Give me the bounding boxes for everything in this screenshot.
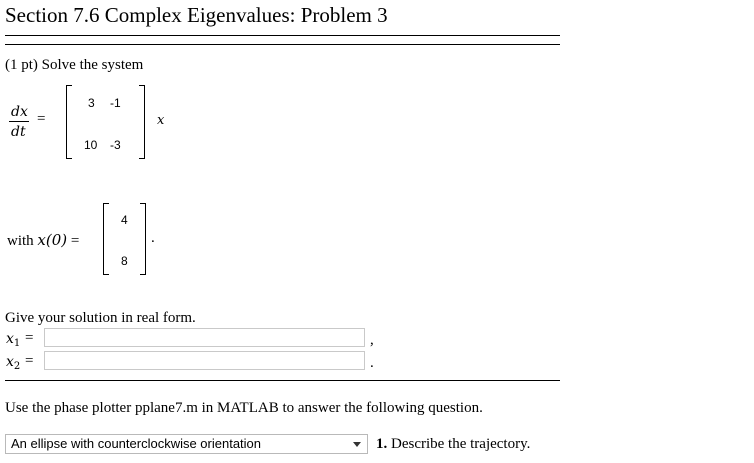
- vector-left-bracket: [103, 203, 109, 275]
- page-title: Section 7.6 Complex Eigenvalues: Problem 3: [5, 3, 388, 27]
- question-body: Describe the trajectory.: [391, 436, 531, 452]
- initial-equals: =: [70, 233, 80, 249]
- initial-condition-label: [7, 231, 79, 250]
- problem-prompt: [5, 57, 143, 74]
- points-label: (1 pt): [5, 57, 38, 73]
- title-divider-top: [5, 35, 560, 36]
- answer-instruction: Give your solution in real form.: [5, 310, 196, 326]
- matrix-cell: 3: [88, 96, 95, 110]
- x2-answer-input[interactable]: [44, 351, 365, 370]
- x2-separator: .: [370, 355, 374, 371]
- question-instruction: Use the phase plotter pplane7.m in MATLAB to answer the following question.: [5, 400, 483, 416]
- derivative-denominator: dt: [11, 124, 26, 140]
- question-number: 1.: [376, 436, 388, 452]
- prompt-text: Solve the system: [41, 57, 144, 73]
- derivative-numerator: dx: [11, 104, 28, 120]
- equals-sign: =: [37, 111, 46, 127]
- matrix-cell: 10: [84, 138, 98, 152]
- state-vector-x: x: [157, 113, 165, 128]
- vector-cell: 8: [121, 254, 128, 268]
- chevron-down-icon: [353, 442, 361, 447]
- matrix-left-bracket: [66, 85, 72, 159]
- question-text: [376, 436, 530, 453]
- initial-arg: x(0): [37, 231, 68, 249]
- x1-separator: ,: [370, 332, 374, 348]
- vector-cell: 4: [121, 213, 128, 227]
- matrix-cell: -3: [110, 138, 121, 152]
- derivative-fraction-bar: [9, 121, 29, 122]
- x1-label: $x_1$: [6, 331, 21, 349]
- x1-equals: =: [25, 330, 34, 346]
- section-divider: [5, 380, 560, 381]
- matrix-cell: -1: [110, 96, 121, 110]
- trajectory-select[interactable]: [5, 434, 368, 454]
- title-divider-bottom: [5, 44, 560, 45]
- x2-equals: =: [25, 353, 34, 369]
- x2-label: $x_2$: [6, 354, 21, 372]
- initial-prefix: with: [7, 233, 34, 249]
- vector-right-bracket: [140, 203, 146, 275]
- matrix-right-bracket: [139, 85, 145, 159]
- vector-period: .: [151, 230, 155, 246]
- x1-answer-input[interactable]: [44, 328, 365, 347]
- trajectory-selected-option: An ellipse with counterclockwise orientation: [11, 436, 262, 451]
